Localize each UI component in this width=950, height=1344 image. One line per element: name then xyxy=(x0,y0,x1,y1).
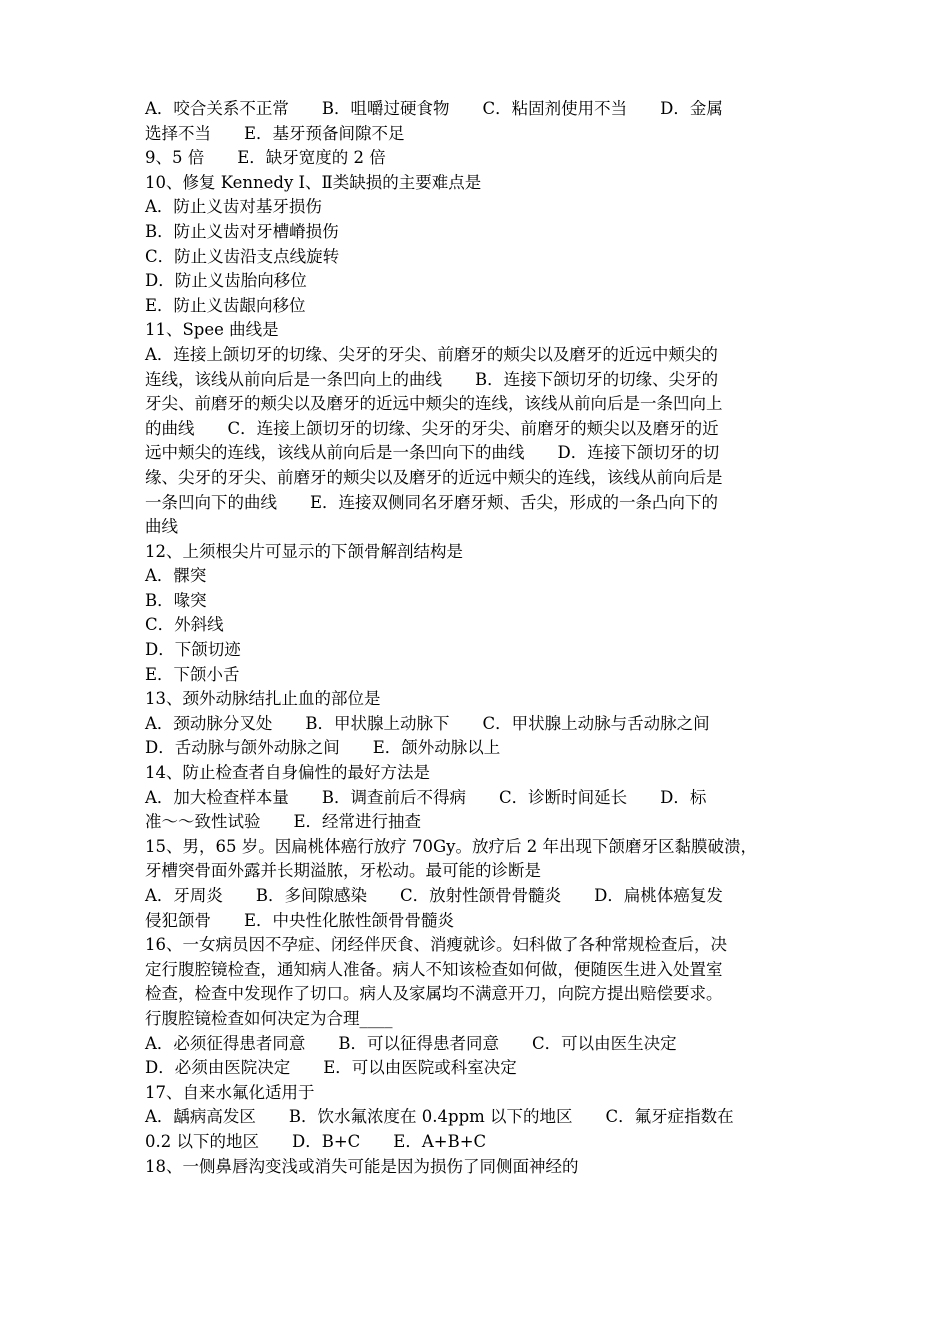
question-16-stem: 16、一女病员因不孕症、闭经伴厌食、消瘦就诊。妇科做了各种常规检查后，决 xyxy=(145,935,727,955)
text-line: 9、5 倍 E．缺牙宽度的 2 倍 xyxy=(145,148,386,168)
text-line: 侵犯颌骨 E．中央性化脓性颌骨骨髓炎 xyxy=(145,910,455,930)
text-line: 缘、尖牙的牙尖、前磨牙的颊尖以及磨牙的近远中颊尖的连线，该线从前向后是 xyxy=(145,467,723,487)
option-line: E．下颌小舌 xyxy=(145,664,240,684)
text-line: A．必须征得患者同意 B．可以征得患者同意 C．可以由医生决定 xyxy=(145,1033,677,1053)
text-line: 牙尖、前磨牙的颊尖以及磨牙的近远中颊尖的连线，该线从前向后是一条凹向上 xyxy=(145,394,723,414)
text-line: A．龋病高发区 B．饮水氟浓度在 0.4ppm 以下的地区 C．氟牙症指数在 xyxy=(145,1107,734,1127)
text-line: A．连接上颌切牙的切缘、尖牙的牙尖、前磨牙的颊尖以及磨牙的近远中颊尖的 xyxy=(145,344,718,364)
option-line: D．防止义齿胎向移位 xyxy=(145,271,307,291)
option-line: C．外斜线 xyxy=(145,615,224,635)
text-line: 曲线 xyxy=(145,517,178,537)
text-line: 行腹腔镜检查如何决定为合理____ xyxy=(145,1008,393,1028)
text-line: 连线，该线从前向后是一条凹向上的曲线 B．连接下颌切牙的切缘、尖牙的 xyxy=(145,369,719,389)
text-line: 定行腹腔镜检查，通知病人准备。病人不知该检查如何做，便随医生进入处置室 xyxy=(145,959,723,979)
text-line: 牙槽突骨面外露并长期溢脓，牙松动。最可能的诊断是 xyxy=(145,861,541,881)
text-line: A．咬合关系不正常 B．咀嚼过硬食物 C．粘固剂使用不当 D．金属 xyxy=(145,99,723,118)
question-13-stem: 13、颈外动脉结扎止血的部位是 xyxy=(145,689,381,709)
text-line: 远中颊尖的连线，该线从前向后是一条凹向下的曲线 D．连接下颌切牙的切 xyxy=(145,443,720,463)
text-line: 准～～致性试验 E．经常进行抽查 xyxy=(145,812,422,832)
text-line: D．舌动脉与颌外动脉之间 E．颌外动脉以上 xyxy=(145,738,501,758)
option-line: B．防止义齿对牙槽嵴损伤 xyxy=(145,221,339,241)
text-line: 检查，检查中发现作了切口。病人及家属均不满意开刀，向院方提出赔偿要求。 xyxy=(145,984,723,1004)
question-12-stem: 12、上须根尖片可显示的下颌骨解剖结构是 xyxy=(145,541,463,561)
option-line: A．髁突 xyxy=(145,566,207,586)
option-line: B．喙突 xyxy=(145,590,207,610)
text-line: A．颈动脉分叉处 B．甲状腺上动脉下 C．甲状腺上动脉与舌动脉之间 xyxy=(145,713,710,733)
option-line: A．防止义齿对基牙损伤 xyxy=(145,197,322,217)
document-page xyxy=(145,97,810,1179)
question-17-stem: 17、自来水氟化适用于 xyxy=(145,1082,315,1102)
text-line: 选择不当 E．基牙预备间隙不足 xyxy=(145,123,405,143)
question-15-stem: 15、男，65 岁。因扁桃体癌行放疗 70Gy。放疗后 2 年出现下颌磨牙区黏膜破溃， xyxy=(145,836,757,856)
text-line: A．加大检查样本量 B．调查前后不得病 C．诊断时间延长 D．标 xyxy=(145,787,707,807)
text-line: 的曲线 C．连接上颌切牙的切缘、尖牙的牙尖、前磨牙的颊尖以及磨牙的近 xyxy=(145,418,719,438)
question-11-stem: 11、Spee 曲线是 xyxy=(145,320,279,340)
text-line: A．牙周炎 B．多间隙感染 C．放射性颌骨骨髓炎 D．扁桃体癌复发 xyxy=(145,886,723,905)
text-line: 一条凹向下的曲线 E．连接双侧同名牙磨牙颊、舌尖，形成的一条凸向下的 xyxy=(145,492,719,512)
option-line: C．防止义齿沿支点线旋转 xyxy=(145,246,340,266)
option-line: E．防止义齿龈向移位 xyxy=(145,295,306,315)
question-18-stem: 18、一侧鼻唇沟变浅或消失可能是因为损伤了同侧面神经的 xyxy=(145,1156,579,1176)
question-10-stem: 10、修复 Kennedy Ⅰ、Ⅱ类缺损的主要难点是 xyxy=(145,172,482,192)
text-line: D．必须由医院决定 E．可以由医院或科室决定 xyxy=(145,1058,517,1078)
text-line: 0.2 以下的地区 D．B+C E．A+B+C xyxy=(145,1131,487,1151)
option-line: D．下颌切迹 xyxy=(145,640,241,660)
question-14-stem: 14、防止检查者自身偏性的最好方法是 xyxy=(145,763,430,783)
